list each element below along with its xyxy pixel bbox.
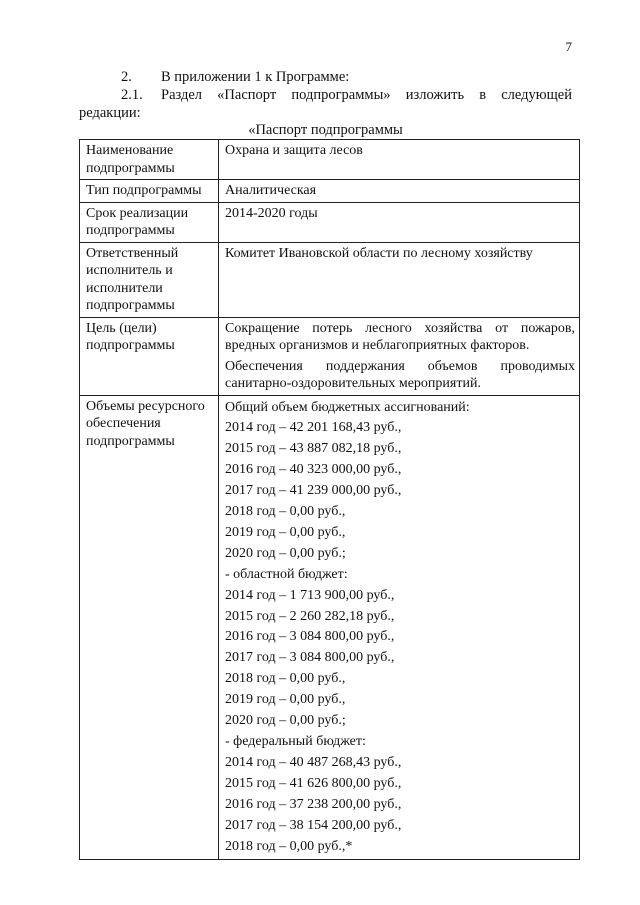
budget-line-federal-heading: - федеральный бюджет: <box>225 734 366 749</box>
budget-line: 2018 год – 0,00 руб., <box>225 504 346 520</box>
table-row-name <box>80 140 580 180</box>
goal-paragraph: Обеспечения поддержания объемов проводимых санитарно-оздоровительных мероприятий. <box>225 358 575 391</box>
budget-line: 2016 год – 40 323 000,00 руб., <box>225 462 402 478</box>
row-value-executor: Комитет Ивановской области по лесному хозяйству <box>219 242 580 317</box>
intro-item-1-text: В приложении 1 к Программе: <box>161 69 350 85</box>
row-label-name: Наименование подпрограммы <box>80 140 219 180</box>
budget-line: 2014 год – 1 713 900,00 руб., <box>225 587 395 603</box>
budget-line: 2018 год – 0,00 руб.,* <box>225 838 353 854</box>
budget-line: 2019 год – 0,00 руб., <box>225 692 346 708</box>
budget-line: 2015 год – 2 260 282,18 руб., <box>225 608 395 624</box>
row-label-funding: Объемы ресурсного обеспечения подпрограммы <box>80 395 219 860</box>
passport-table <box>79 139 580 860</box>
budget-line: 2017 год – 38 154 200,00 руб., <box>225 817 402 833</box>
table-row-funding <box>80 395 580 860</box>
table-row-period <box>80 202 580 242</box>
budget-line: 2017 год – 41 239 000,00 руб., <box>225 483 402 499</box>
row-label-goal: Цель (цели) подпрограммы <box>80 317 219 395</box>
budget-line: 2019 год – 0,00 руб., <box>225 524 346 540</box>
budget-line: 2015 год – 41 626 800,00 руб., <box>225 775 402 791</box>
row-value-name: Охрана и защита лесов <box>219 140 580 180</box>
budget-line: 2016 год – 37 238 200,00 руб., <box>225 796 402 812</box>
row-value-type: Аналитическая <box>219 180 580 203</box>
row-label-period: Срок реализации подпрограммы <box>80 202 219 242</box>
budget-line: 2014 год – 42 201 168,43 руб., <box>225 420 402 436</box>
budget-line-total-heading: Общий объем бюджетных ассигнований: <box>225 399 470 415</box>
intro-item-1 <box>79 68 572 86</box>
table-row-executor <box>80 242 580 317</box>
budget-line-regional-heading: - областной бюджет: <box>225 566 348 582</box>
row-label-executor: Ответственный исполнитель и исполнители подпрограммы <box>80 242 219 317</box>
table-title: «Паспорт подпрограммы <box>248 122 403 138</box>
row-value-goal <box>219 317 580 395</box>
goal-paragraph: Сокращение потерь лесного хозяйства от пожаров, вредных организмов и неблагоприятных факторов. <box>225 320 575 353</box>
page-number: 7 <box>565 39 572 54</box>
budget-line: 2015 год – 43 887 082,18 руб., <box>225 441 402 457</box>
budget-line: 2016 год – 3 084 800,00 руб., <box>225 629 395 645</box>
intro-section <box>79 68 572 122</box>
budget-line: 2020 год – 0,00 руб.; <box>225 545 346 561</box>
budget-line: 2014 год – 40 487 268,43 руб., <box>225 754 402 770</box>
table-row-type <box>80 180 580 203</box>
intro-item-2-text: Раздел «Паспорт подпрограммы» изложить в следующей редакции: <box>79 87 572 121</box>
intro-item-1-number: 2. <box>121 69 132 85</box>
intro-item-2-number: 2.1. <box>121 87 143 103</box>
budget-line: 2017 год – 3 084 800,00 руб., <box>225 650 395 666</box>
budget-line: 2020 год – 0,00 руб.; <box>225 713 346 729</box>
budget-line: 2018 год – 0,00 руб., <box>225 671 346 687</box>
row-value-funding <box>219 395 580 860</box>
row-value-period: 2014-2020 годы <box>219 202 580 242</box>
table-row-goal <box>80 317 580 395</box>
row-label-type: Тип подпрограммы <box>80 180 219 203</box>
intro-item-2 <box>79 86 572 122</box>
